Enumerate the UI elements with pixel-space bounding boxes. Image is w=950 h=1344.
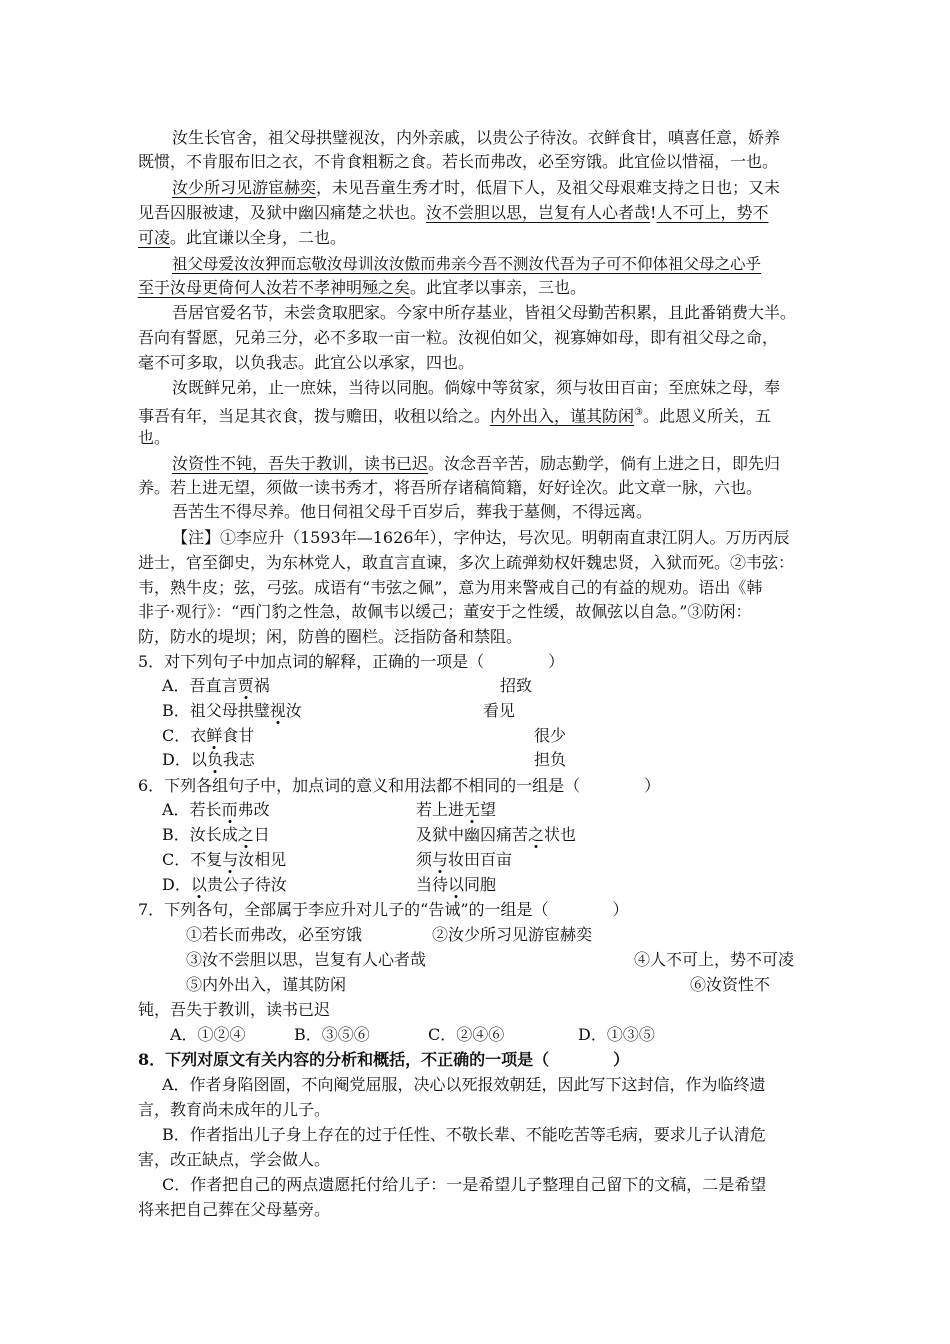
- passage-text: 。汝念吾辛苦，励志勤学，倘有上进之日，即先归: [428, 454, 781, 473]
- passage-line: [138, 401, 771, 428]
- passage-text: ，未见吾童生秀才时，低眉下人，及祖父母艰难支持之日也；又未: [316, 178, 781, 197]
- dotted-word: 贾: [237, 676, 254, 695]
- passage-line: [138, 226, 346, 250]
- underlined-sentence: 人不可上，势不: [656, 203, 769, 222]
- footnote-marker: ③: [634, 407, 643, 418]
- q8-option-c[interactable]: C．作者把自己的两点遗愿托付给儿子：一是希望儿子整理自己留下的文稿，二是希望: [162, 1175, 767, 1194]
- q8-option-b[interactable]: B．作者指出儿子身上存在的过于任性、不敬长辈、不能吃苦等毛病，要求儿子认清危: [162, 1125, 766, 1144]
- option-text: 望: [480, 800, 497, 819]
- option-text: B．汝长成: [162, 825, 238, 844]
- question-5-stem: 5．对下列句子中加点词的解释，正确的一项是（ ）: [138, 652, 565, 671]
- passage-line: 吾居官爱名节，未尝贪取肥家。今家中所存基业，皆祖父母勤苦积累，且此番销费大半。: [172, 303, 797, 322]
- q6-option-a[interactable]: [162, 798, 270, 822]
- option-text: 当待: [416, 875, 449, 894]
- q6-option-d[interactable]: [162, 873, 287, 897]
- passage-line: [138, 201, 768, 225]
- note-line: 进士，官至御史，为东林党人，敢直言直谏，多次上疏弹劾权奸魏忠贤，入狱而死。②韦弦：: [138, 553, 795, 572]
- option-text: D．: [162, 875, 191, 894]
- option-text: 日: [253, 825, 270, 844]
- option-text: D．以: [162, 750, 207, 769]
- q7-option-b[interactable]: B．③⑤⑥: [294, 1025, 370, 1044]
- q7-item-5: ⑤内外出入，谨其防闲: [186, 975, 347, 994]
- q6-option-a-right: [416, 798, 496, 822]
- passage-line: [138, 276, 586, 300]
- q7-option-a[interactable]: A．①②④: [170, 1025, 246, 1044]
- option-text: 我志: [222, 750, 255, 769]
- q5-option-b-answer: 看见: [483, 701, 516, 720]
- q7-option-c[interactable]: C．②④⑥: [428, 1025, 505, 1044]
- option-text: 若上进: [416, 800, 465, 819]
- underlined-sentence: 可凌: [138, 228, 171, 247]
- note-line: 韦，熟牛皮；弦，弓弦。成语有“韦弦之佩”，意为用来警戒自己的有益的规劝。语出《韩: [138, 578, 763, 597]
- passage-text: 。此恩义所关，五: [643, 406, 772, 426]
- note-line: 【注】①李应升（1593年—1626年），字仲达，号次见。明朝南直隶江阴人。万历丙辰: [172, 528, 790, 547]
- option-text: 须: [416, 850, 433, 869]
- q6-option-b[interactable]: [162, 823, 270, 847]
- passage-line: [172, 176, 780, 200]
- q7-item-2: ②汝少所习见游宦赫奕: [432, 925, 593, 944]
- q6-option-b-right: [416, 823, 576, 847]
- dotted-word: 以: [190, 875, 207, 894]
- note-line: 非子·观行》：“西门豹之性急，故佩韦以缓己；董安于之性缓，故佩弦以自急。”③防闲：: [138, 602, 752, 621]
- passage-text: 。此宜孝以事亲，三也。: [410, 278, 587, 297]
- option-text: 状也: [544, 825, 577, 844]
- q7-item-1: ①若长而弗改，必至穷饿: [186, 925, 363, 944]
- option-text: 贵公子待汝: [206, 875, 287, 894]
- q7-item-3: ③汝不尝胆以思，岂复有人心者哉: [186, 950, 427, 969]
- question-8-stem: 8．下列对原文有关内容的分析和概括，不正确的一项是（ ）: [138, 1050, 630, 1069]
- q7-option-d[interactable]: D．①③⑤: [578, 1025, 655, 1044]
- passage-line: 汝既鲜兄弟，止一庶妹，当待以同胞。倘嫁中等贫家，须与妆田百亩；至庶妹之母，奉: [172, 378, 781, 397]
- q6-option-c-right: [416, 848, 512, 872]
- q5-option-c-answer: 很少: [534, 726, 567, 745]
- option-text: C．衣: [162, 726, 207, 745]
- passage-line: 养。若上进无望，须做一读书秀才，将吾所存诸稿简籍，好好诠次。此文章一脉，六也。: [138, 478, 763, 497]
- q8-option-c-cont: 将来把自己葬在父母墓旁。: [138, 1200, 331, 1219]
- dotted-word: 与: [222, 850, 239, 869]
- q7-item-6: ⑥汝资性不: [690, 975, 771, 994]
- option-text: 弗改: [237, 800, 270, 819]
- passage-line: 吾向有誓愿，兄弟三分，必不多取一亩一粒。汝视伯如父，视寡婶如母，即有祖父母之命，: [138, 328, 779, 347]
- underlined-sentence: 内外出入，谨其防闲: [490, 406, 635, 426]
- question-7-stem: 7．下列各句，全部属于李应升对儿子的“告诫”的一组是（ ）: [138, 900, 629, 919]
- q7-item-4: ④人不可上，势不可凌: [634, 950, 795, 969]
- underlined-sentence: 祖父母爱汝汝狎而忘敬汝母训汝汝傲而弗亲今吾不测汝代吾为子可不仰体祖父母之心乎: [172, 255, 762, 273]
- passage-text: 事吾有年，当足其衣食，拨与赡田，收租以给之。: [138, 406, 491, 426]
- option-text: 同胞: [464, 875, 497, 894]
- underlined-sentence: 汝不尝胆以思，岂复有人心者哉: [426, 203, 651, 222]
- dotted-word: 鲜: [206, 726, 223, 745]
- dotted-word: 而: [221, 800, 238, 819]
- dotted-word: 无: [464, 800, 481, 819]
- passage-line: [172, 452, 780, 476]
- option-text: C．不复: [162, 850, 223, 869]
- option-text: 祸: [253, 676, 270, 695]
- q5-option-b[interactable]: [162, 699, 302, 723]
- option-text: A．若长: [162, 800, 222, 819]
- q8-option-a[interactable]: A．作者身陷囹圄，不向阉党屈服，决心以死报效朝廷，因此写下这封信，作为临终遗: [162, 1075, 766, 1094]
- q5-option-d-answer: 担负: [534, 750, 567, 769]
- passage-line: 既惯，不肯服布旧之衣，不肯食粗粝之食。若长而弗改，必至穷饿。此宜俭以惜福，一也。: [138, 152, 779, 171]
- q5-option-d[interactable]: [162, 748, 255, 772]
- underlined-sentence: 汝少所习见游宦赫奕: [172, 178, 317, 197]
- q5-option-c[interactable]: [162, 724, 254, 748]
- passage-line: 吾苦生不得尽养。他日伺祖父母千百岁后，葬我于墓侧，不得远离。: [172, 502, 653, 521]
- q5-option-a[interactable]: [162, 674, 270, 698]
- q7-item-6-cont: 钝，吾失于教训，读书已迟: [138, 1000, 331, 1019]
- passage-line: 也。: [138, 428, 171, 447]
- dotted-word: 之: [237, 825, 254, 844]
- option-text: 及狱中幽囚痛苦: [416, 825, 529, 844]
- q5-option-a-answer: 招致: [500, 676, 533, 695]
- underlined-sentence: 至于汝母更倚何人汝若不孝神明殛之矣: [138, 278, 411, 297]
- note-line: 防，防水的堤坝；闲，防兽的圈栏。泛指防备和禁阻。: [138, 627, 523, 646]
- passage-line: [172, 252, 761, 276]
- dotted-word: 之: [528, 825, 545, 844]
- dotted-word: 负: [206, 750, 223, 769]
- option-text: A．吾直言: [162, 676, 238, 695]
- passage-line: 汝生长官舍，祖父母拱璧视汝，内外亲戚，以贵公子待汝。衣鲜食甘，嗔喜任意，娇养: [172, 128, 781, 147]
- q8-option-a-cont: 言，教育尚未成年的儿子。: [138, 1100, 331, 1119]
- question-6-stem: 6．下列各组句子中，加点词的意义和用法都不相同的一组是（ ）: [138, 776, 661, 795]
- q6-option-d-right: [416, 873, 496, 897]
- q6-option-c[interactable]: [162, 848, 286, 872]
- underlined-sentence: 汝资性不钝，吾失于教训，读书已迟: [172, 454, 429, 473]
- passage-text: 。此宜谦以全身，二也。: [170, 228, 347, 247]
- q8-option-b-cont: 害，改正缺点，学会做人。: [138, 1150, 331, 1169]
- dotted-word: 视: [269, 701, 286, 720]
- passage-text: !: [650, 203, 657, 222]
- option-text: 妆田百亩: [448, 850, 513, 869]
- passage-text: 见吾囚服被逮，及狱中幽囚痛楚之状也。: [138, 203, 427, 222]
- option-text: 汝相见: [238, 850, 287, 869]
- dotted-word: 与: [432, 850, 449, 869]
- dotted-word: 以: [448, 875, 465, 894]
- option-text: 食甘: [222, 726, 255, 745]
- passage-line: 毫不可多取，以负我志。此宜公以承家，四也。: [138, 353, 475, 372]
- option-text: B．祖父母拱璧: [162, 701, 270, 720]
- option-text: 汝: [285, 701, 302, 720]
